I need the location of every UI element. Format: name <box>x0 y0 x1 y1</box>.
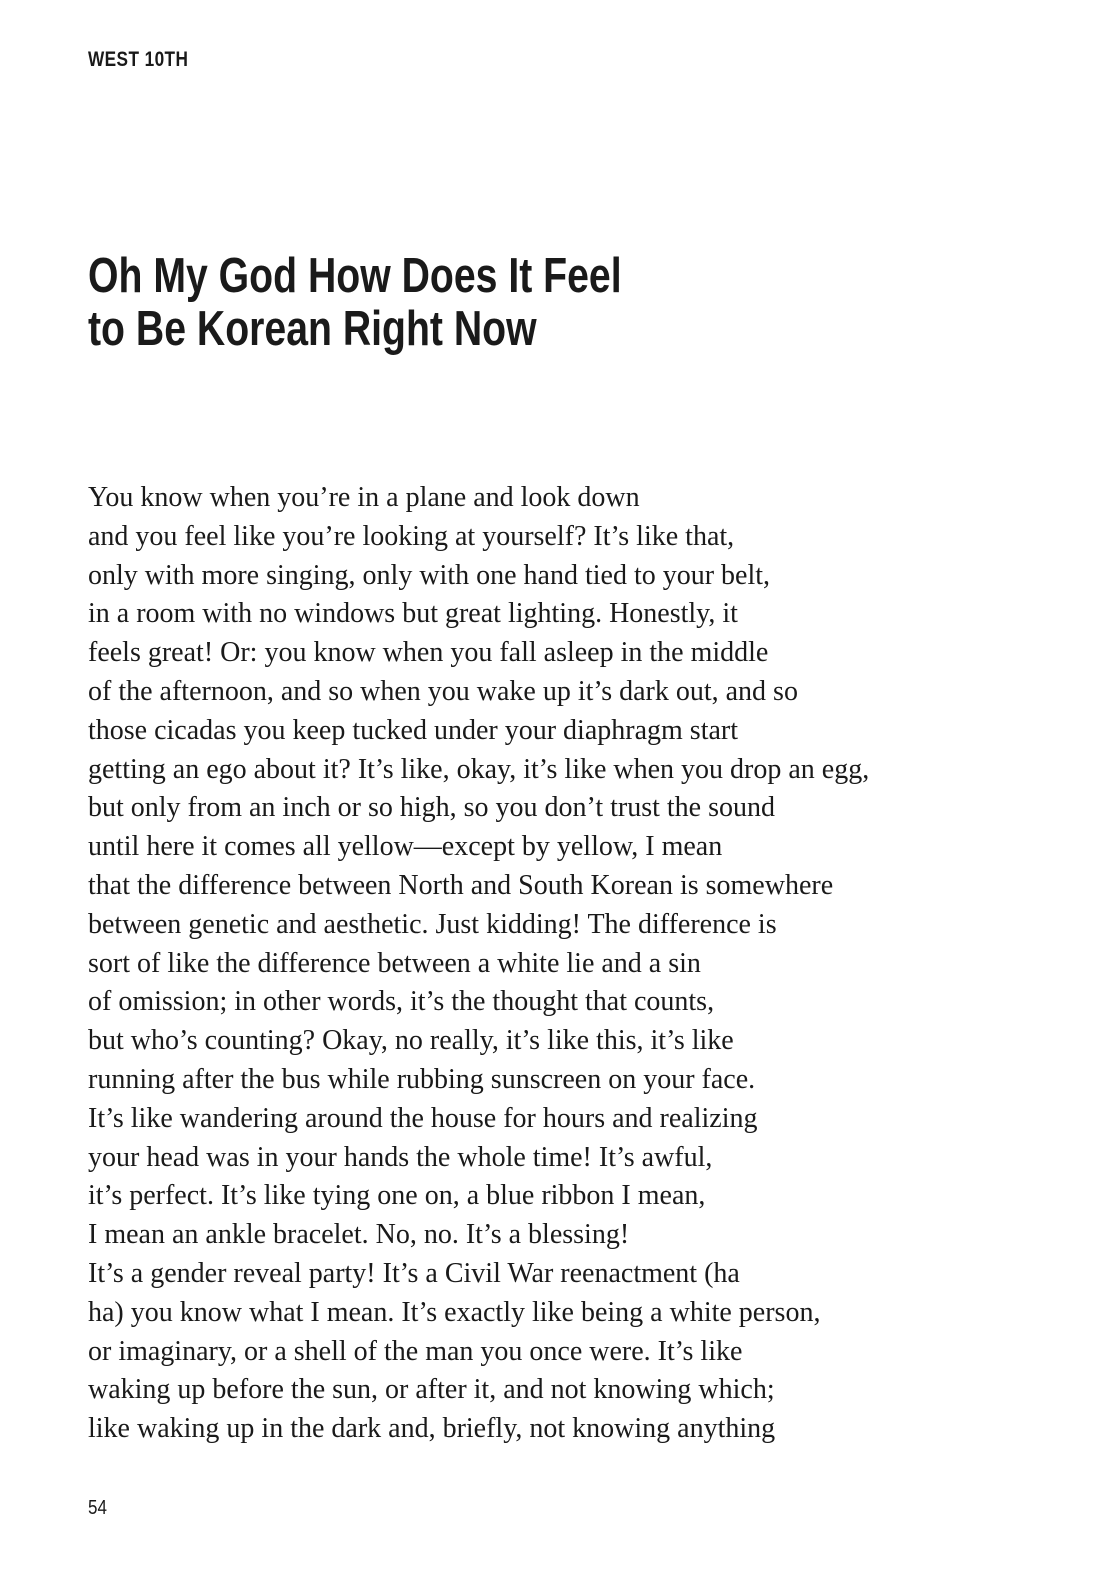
poem-line: and you feel like you’re looking at yourself? It’s like that, <box>88 520 735 552</box>
poem-title-line: Oh My God How Does It Feel <box>88 249 622 303</box>
poem-line: of omission; in other words, it’s the thought that counts, <box>88 986 715 1018</box>
poem-line: You know when you’re in a plane and look down <box>88 482 640 513</box>
poem-line: feels great! Or: you know when you fall asleep in the middle <box>88 637 769 669</box>
poem-title-line: to Be Korean Right Now <box>88 302 537 356</box>
poem-line: until here it comes all yellow—except by yellow, I mean <box>88 831 723 863</box>
poem-line: that the difference between North and South Korean is somewhere <box>88 869 834 901</box>
poem-line: sort of like the difference between a white lie and a sin <box>88 947 701 979</box>
poem-line: only with more singing, only with one hand tied to your belt, <box>88 559 771 591</box>
poem-line: I mean an ankle bracelet. No, no. It’s a blessing! <box>88 1219 630 1251</box>
poem-line: running after the bus while rubbing sunscreen on your face. <box>88 1063 756 1095</box>
poem-line: it’s perfect. It’s like tying one on, a blue ribbon I mean, <box>88 1180 706 1212</box>
poem-line: those cicadas you keep tucked under your diaphragm start <box>88 714 739 746</box>
poem-line: ha) you know what I mean. It’s exactly like being a white person, <box>88 1296 821 1328</box>
poem-line: waking up before the sun, or after it, and not knowing which; <box>88 1374 775 1406</box>
poem-line: of the afternoon, and so when you wake up it’s dark out, and so <box>88 675 798 707</box>
poem-line: between genetic and aesthetic. Just kidding! The difference is <box>88 908 777 940</box>
running-head: WEST 10TH <box>88 48 189 71</box>
poem-line: in a room with no windows but great lighting. Honestly, it <box>88 598 738 630</box>
poem-line: It’s a gender reveal party! It’s a Civil War reenactment (ha <box>88 1257 740 1289</box>
poem-line: but only from an inch or so high, so you don’t trust the sound <box>88 792 775 824</box>
page-number: 54 <box>88 1497 107 1519</box>
poem-line: but who’s counting? Okay, no really, it’s like this, it’s like <box>88 1025 734 1057</box>
poem-body <box>88 479 869 1449</box>
poem-line: your head was in your hands the whole time! It’s awful, <box>88 1141 713 1173</box>
poem-line: or imaginary, or a shell of the man you once were. It’s like <box>88 1335 743 1367</box>
poem-title <box>88 250 622 356</box>
poem-line: like waking up in the dark and, briefly, not knowing anything <box>88 1413 776 1445</box>
poem-line: getting an ego about it? It’s like, okay, it’s like when you drop an egg, <box>88 753 870 785</box>
poem-line: It’s like wandering around the house for hours and realizing <box>88 1102 758 1134</box>
